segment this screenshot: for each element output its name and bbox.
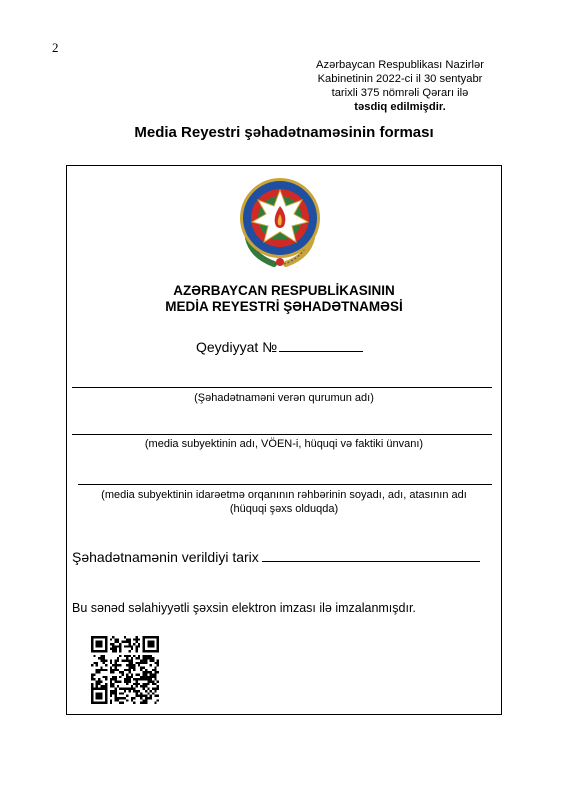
state-emblem-icon [234, 176, 326, 270]
certificate-title [66, 283, 502, 315]
approval-line-2: Kabinetinin 2022-ci il 30 sentyabr [317, 73, 483, 85]
registration-number-row [196, 338, 363, 355]
registration-label: Qeydiyyat № [196, 339, 278, 355]
approval-note [300, 58, 500, 114]
subject-caption: (media subyektinin adı, VÖEN-i, hüquqi və faktiki ünvanı) [144, 438, 424, 450]
approval-line-1: Azərbaycan Respublikası Nazirlər [316, 59, 484, 71]
issuer-caption: (Şəhadətnaməni verən qurumun adı) [194, 392, 374, 404]
qr-code-icon [91, 636, 159, 704]
issuer-blank-line [72, 387, 492, 388]
form-title: Media Reyestri şəhadətnaməsinin forması [134, 124, 434, 141]
issue-date-row [72, 548, 480, 565]
signature-note: Bu sənəd səlahiyyətli şəxsin elektron imzası ilə imzalanmışdır. [72, 601, 416, 615]
head-blank-line [78, 484, 492, 485]
head-caption [66, 488, 502, 516]
head-caption-line-1: (media subyektinin idarəetmə orqanının rəhbərinin soyadı, adı, atasının adı [101, 489, 467, 501]
page-number: 2 [52, 40, 59, 55]
registration-blank [279, 338, 363, 352]
approval-line-3: tarixli 375 nömrəli Qərarı ilə [331, 87, 469, 99]
certificate-title-line-1: AZƏRBAYCAN RESPUBLİKASININ [173, 283, 395, 298]
issue-date-label: Şəhadətnamənin verildiyi tarix [72, 549, 259, 565]
head-caption-line-2: (hüquqi şəxs olduqda) [229, 503, 339, 515]
certificate-title-line-2: MEDİA REYESTRİ ŞƏHADƏTNAMƏSİ [165, 299, 403, 314]
issue-date-blank [262, 548, 480, 562]
approval-line-4: təsdiq edilmişdir. [354, 101, 446, 113]
subject-blank-line [72, 434, 492, 435]
